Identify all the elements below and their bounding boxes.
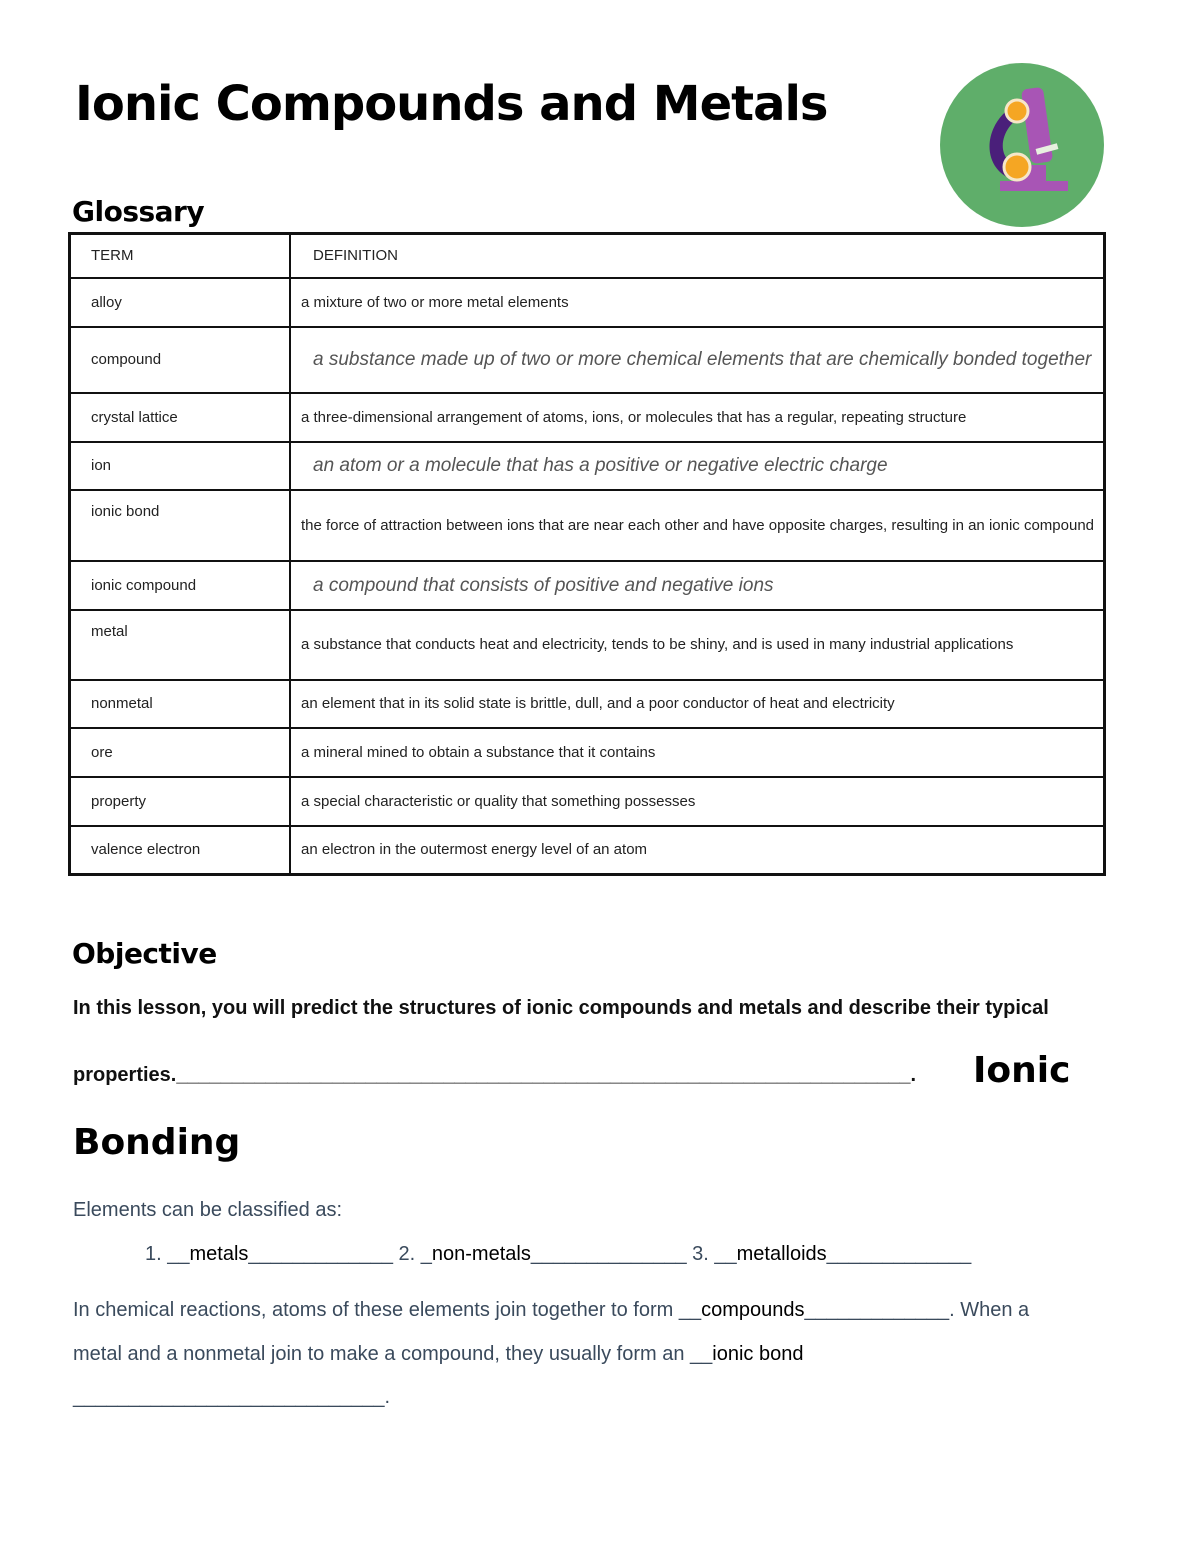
glossary-heading: Glossary [72,195,205,228]
sentence-text: _____________. When a [804,1299,1030,1321]
table-row [70,610,1105,680]
objective-text: In this lesson, you will predict the structures of ionic compounds and metals and describe their typical [73,997,1049,1019]
item-number: 1. __ [145,1243,190,1265]
term-cell: crystal lattice [70,393,291,442]
definition-cell: a substance that conducts heat and electricity, tends to be shiny, and is used in many industrial applications [290,610,1105,680]
blank: ______________ 3. __ [530,1243,737,1265]
classification-intro: Elements can be classified as: [73,1199,343,1221]
blank: _____________ 2. _ [248,1243,432,1265]
microscope-icon [940,63,1105,228]
definition-header: DEFINITION [290,234,1105,278]
definition-cell: a substance made up of two or more chemical elements that are chemically bonded together [290,327,1105,393]
table-row [70,826,1105,875]
term-header: TERM [70,234,291,278]
definition-cell: the force of attraction between ions that are near each other and have opposite charges, resulting in an ionic compound [290,490,1105,561]
sentence-text: metal and a nonmetal join to make a compound, they usually form an __ [73,1343,713,1365]
ionic-heading: Ionic [973,1050,1071,1091]
answer-non-metals: non-metals [431,1243,531,1265]
answer-metalloids: metalloids [736,1243,827,1265]
table-row [70,327,1105,393]
term-cell: ionic bond [70,490,291,561]
definition-cell: a mineral mined to obtain a substance that it contains [290,728,1105,777]
bond-sentence [73,1343,803,1366]
table-row [70,393,1105,442]
term-cell: compound [70,327,291,393]
term-cell: ionic compound [70,561,291,610]
objective-blank: properties.__________________________________________________________________. [73,1064,917,1086]
blank: _____________ [826,1243,972,1265]
definition-cell: a mixture of two or more metal elements [290,278,1105,327]
bonding-heading: Bonding [73,1122,241,1163]
table-row [70,561,1105,610]
classification-list [145,1243,971,1266]
table-row [70,728,1105,777]
table-row [70,680,1105,728]
table-header-row [70,234,1105,278]
definition-cell: an element that in its solid state is brittle, dull, and a poor conductor of heat and electricity [290,680,1105,728]
definition-cell: an atom or a molecule that has a positive or negative electric charge [290,442,1105,490]
table-row [70,278,1105,327]
term-cell: alloy [70,278,291,327]
glossary-table [68,232,1106,876]
answer-compounds: compounds [701,1299,805,1321]
sentence-text: In chemical reactions, atoms of these elements join together to form __ [73,1299,702,1321]
objective-heading: Objective [72,937,217,970]
answer-ionic-bond: ionic bond [712,1343,804,1365]
term-cell: metal [70,610,291,680]
definition-cell: a three-dimensional arrangement of atoms, ions, or molecules that has a regular, repeating structure [290,393,1105,442]
bond-blank: ____________________________. [73,1386,391,1408]
definition-cell: a special characteristic or quality that something possesses [290,777,1105,826]
answer-metals: metals [189,1243,249,1265]
reaction-sentence [73,1299,1029,1322]
definition-cell: a compound that consists of positive and negative ions [290,561,1105,610]
term-cell: property [70,777,291,826]
table-row [70,490,1105,561]
page-title: Ionic Compounds and Metals [75,76,828,132]
table-row [70,777,1105,826]
term-cell: ion [70,442,291,490]
term-cell: nonmetal [70,680,291,728]
definition-cell: an electron in the outermost energy level of an atom [290,826,1105,875]
term-cell: valence electron [70,826,291,875]
term-cell: ore [70,728,291,777]
table-row [70,442,1105,490]
